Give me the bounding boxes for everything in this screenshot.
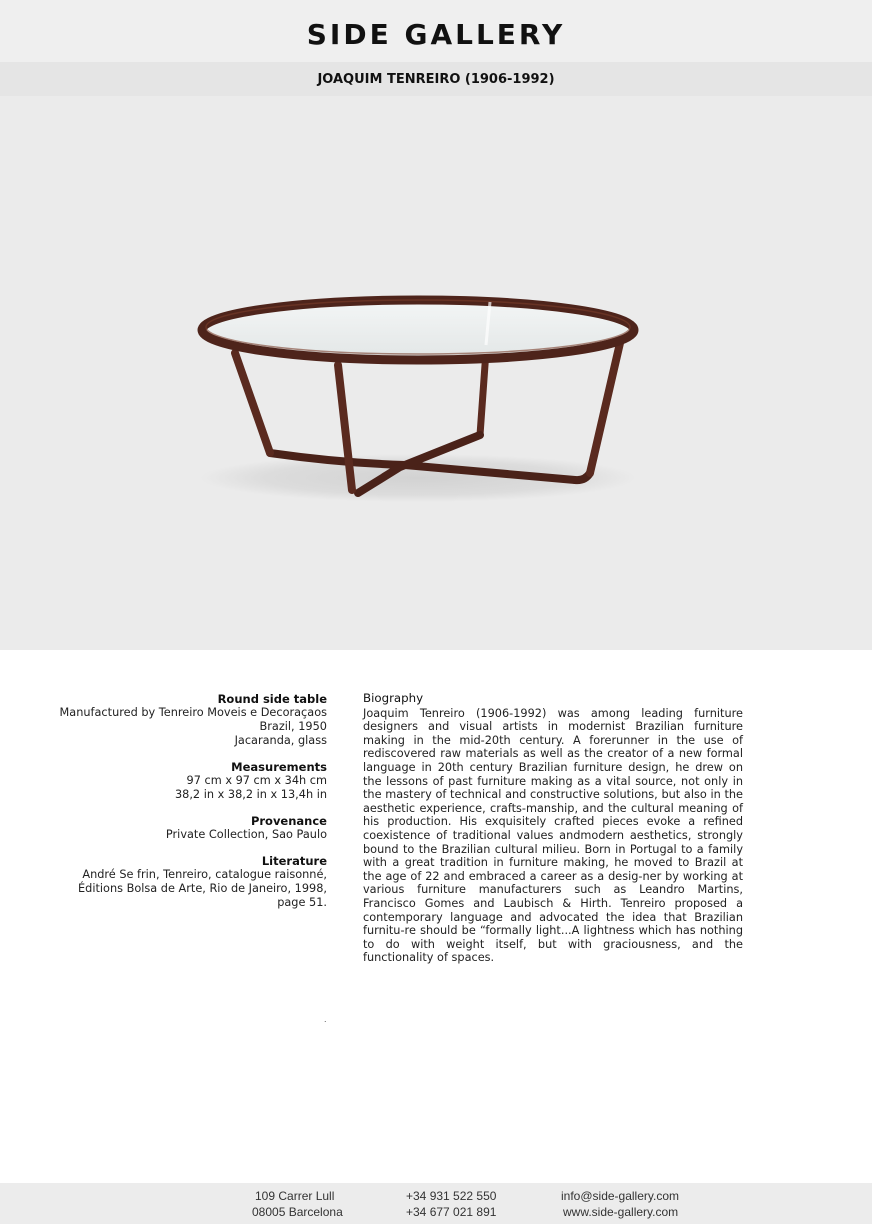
literature-line: André Se frin, Tenreiro, catalogue raisonné, xyxy=(82,868,327,881)
product-photo xyxy=(190,285,660,515)
artist-bar xyxy=(0,62,872,96)
provenance-heading: Provenance xyxy=(250,814,327,828)
website-link[interactable]: www.side-gallery.com xyxy=(563,1205,679,1219)
literature-heading: Literature xyxy=(261,854,327,868)
detail-line: Manufactured by Tenreiro Moveis e Decoraçaos xyxy=(59,706,327,719)
footer-phones xyxy=(406,1188,496,1220)
brand-title: SIDE GALLERY xyxy=(306,17,566,51)
literature-line: Éditions Bolsa de Arte, Rio de Janeiro, 1998, xyxy=(78,882,327,895)
phone-link[interactable]: +34 677 021 891 xyxy=(406,1205,497,1219)
measurement-line: 97 cm x 97 cm x 34h cm xyxy=(186,774,327,787)
detail-line: Jacaranda, glass xyxy=(234,734,327,747)
email-link[interactable]: info@side-gallery.com xyxy=(561,1189,680,1203)
footer-contact xyxy=(561,1188,679,1220)
provenance-text: Private Collection, Sao Paulo xyxy=(165,828,327,841)
address-line: 109 Carrer Lull xyxy=(255,1189,335,1203)
header xyxy=(0,0,872,62)
artist-title: JOAQUIM TENREIRO (1906-1992) xyxy=(317,71,555,87)
address-line: 08005 Barcelona xyxy=(252,1205,343,1219)
measurements-heading: Measurements xyxy=(231,760,327,774)
biography-text: Joaquim Tenreiro (1906-1992) was among leading furniture designers and visual artists in modernist Brazilian furniture making in the mid-20th century. A forerunner in the use of rediscovered raw materials as well as the creator of a new formal language in 20th century Brazilian furniture design, he drew on the lessons of past furniture making as a vital source, not only in the mastery of technical and constructive solutions, but also in the aesthetic experience, crafts-manship, and the cultural meaning of his production. His exquisitely crafted pieces evoke a refined coexistence of traditional values andmodern aesthetics, strongly bound to the Brazilian cultural milieu. Born in Portugal to a family with a great tradition in furniture making, he moved to Brazil at the age of 22 and embraced a career as a desig-ner by working at various furniture manufacturers such as Leandro Martins, Francisco Gomes and Laubisch & Hirth. Tenreiro proposed a contemporary language and advocated the idea that Brazilian furnitu-re should be “formally light...A lightness which has nothing to do with weight itself, but with graciousness, and the functionality of spaces. xyxy=(363,706,743,965)
phone-link[interactable]: +34 931 522 550 xyxy=(406,1189,497,1203)
measurement-line: 38,2 in x 38,2 in x 13,4h in xyxy=(174,788,327,801)
detail-line: Brazil, 1950 xyxy=(259,720,327,733)
product-title: Round side table xyxy=(217,692,327,706)
biography-column xyxy=(363,692,743,965)
literature-line: page 51. xyxy=(277,896,327,909)
footer xyxy=(0,1183,872,1224)
footer-address xyxy=(252,1188,343,1220)
details-column xyxy=(40,692,327,910)
stray-mark: . xyxy=(324,1014,327,1024)
biography-heading: Biography xyxy=(363,691,424,705)
